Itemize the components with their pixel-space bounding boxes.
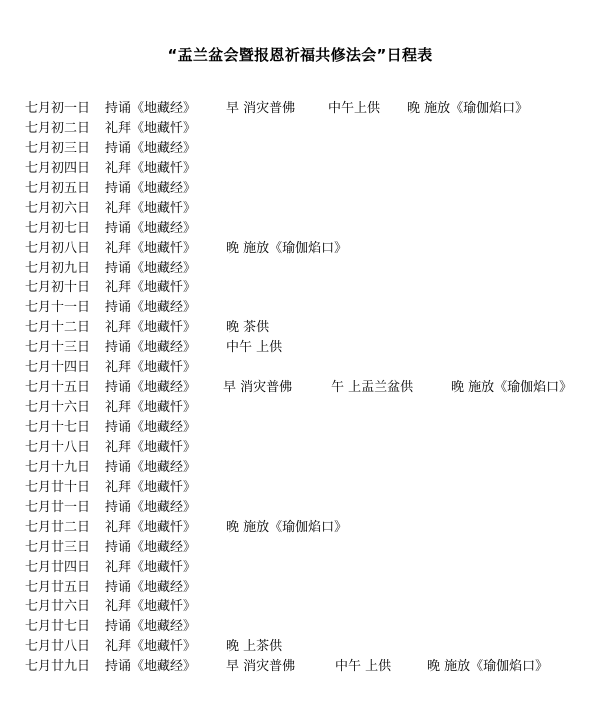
row-practice: 持诵《地藏经》: [105, 380, 197, 396]
row-event-1: 晚 上茶供: [226, 639, 283, 655]
row-event-3: 晚 施放《瑜伽焰口》: [427, 659, 549, 675]
row-date: 七月廿一日: [25, 499, 91, 515]
row-practice: 持诵《地藏经》: [105, 539, 197, 555]
row-event-1: 早 消灾普佛: [226, 101, 296, 116]
row-practice: 持诵《地藏经》: [105, 420, 197, 435]
row-practice: 礼拜《地藏忏》: [105, 160, 197, 176]
row-date: 七月廿九日: [25, 659, 91, 675]
row-practice: 持诵《地藏经》: [105, 140, 197, 156]
row-practice: 持诵《地藏经》: [105, 579, 197, 595]
row-practice: 礼拜《地藏忏》: [105, 360, 197, 376]
row-date: 七月十九日: [25, 459, 91, 475]
row-date: 七月初四日: [25, 160, 91, 176]
row-date: 七月廿八日: [25, 639, 91, 655]
row-date: 七月十八日: [25, 439, 91, 455]
row-practice: 持诵《地藏经》: [105, 499, 197, 515]
row-date: 七月廿三日: [25, 539, 91, 555]
row-event-1: 中午 上供: [226, 340, 283, 356]
row-practice: 持诵《地藏经》: [105, 260, 197, 276]
document-title: “盂兰盆会暨报恩祈福共修法会”日程表: [167, 46, 433, 64]
row-date: 七月廿二日: [25, 519, 91, 535]
row-practice: 礼拜《地藏忏》: [105, 599, 197, 615]
row-date: 七月初六日: [25, 200, 91, 216]
row-date: 七月十二日: [25, 320, 91, 336]
row-practice: 礼拜《地藏忏》: [105, 559, 197, 575]
row-date: 七月初九日: [25, 260, 91, 276]
row-date: 七月十七日: [25, 420, 91, 435]
row-date: 七月初一日: [25, 101, 91, 116]
row-practice: 持诵《地藏经》: [105, 220, 197, 236]
row-practice: 持诵《地藏经》: [105, 180, 197, 196]
row-practice: 礼拜《地藏忏》: [105, 519, 197, 535]
row-date: 七月初三日: [25, 140, 91, 156]
row-practice: 礼拜《地藏忏》: [105, 479, 197, 495]
row-date: 七月初七日: [25, 220, 91, 236]
row-practice: 礼拜《地藏忏》: [105, 280, 197, 296]
row-date: 七月廿四日: [25, 559, 91, 575]
row-date: 七月十三日: [25, 340, 91, 356]
row-practice: 持诵《地藏经》: [105, 300, 197, 316]
row-practice: 礼拜《地藏忏》: [105, 439, 197, 455]
row-date: 七月廿五日: [25, 579, 91, 595]
row-date: 七月廿七日: [25, 619, 91, 635]
row-practice: 礼拜《地藏忏》: [105, 639, 197, 655]
row-practice: 礼拜《地藏忏》: [105, 320, 197, 336]
row-practice: 礼拜《地藏忏》: [105, 200, 197, 216]
row-practice: 持诵《地藏经》: [105, 340, 197, 356]
row-practice: 持诵《地藏经》: [105, 619, 197, 635]
row-practice: 持诵《地藏经》: [105, 659, 197, 675]
row-event-1: 晚 施放《瑜伽焰口》: [226, 240, 348, 256]
row-event-3: 晚 施放《瑜伽焰口》: [451, 380, 573, 396]
row-event-1: 晚 茶供: [226, 320, 270, 336]
row-event-1: 晚 施放《瑜伽焰口》: [226, 519, 348, 535]
row-date: 七月十六日: [25, 400, 91, 416]
row-event-2: 中午 上供: [335, 659, 392, 675]
row-event-1: 早 消灾普佛: [223, 380, 293, 396]
row-date: 七月十四日: [25, 360, 91, 376]
row-date: 七月初八日: [25, 240, 91, 256]
row-practice: 持诵《地藏经》: [105, 101, 197, 116]
row-date: 七月十五日: [25, 380, 91, 396]
row-date: 七月廿六日: [25, 599, 91, 615]
row-practice: 礼拜《地藏忏》: [105, 120, 197, 136]
row-practice: 礼拜《地藏忏》: [105, 240, 197, 256]
row-date: 七月初五日: [25, 180, 91, 196]
row-date: 七月初十日: [25, 280, 91, 296]
row-event-1: 早 消灾普佛: [226, 659, 296, 675]
row-date: 七月十一日: [25, 300, 91, 316]
row-event-2: 中午上供: [328, 101, 381, 116]
row-practice: 持诵《地藏经》: [105, 459, 197, 475]
row-practice: 礼拜《地藏忏》: [105, 400, 197, 416]
row-date: 七月初二日: [25, 120, 91, 136]
row-event-2: 午 上盂兰盆供: [331, 380, 414, 396]
row-date: 七月廿十日: [25, 479, 91, 495]
row-event-3: 晚 施放《瑜伽焰口》: [407, 101, 529, 116]
